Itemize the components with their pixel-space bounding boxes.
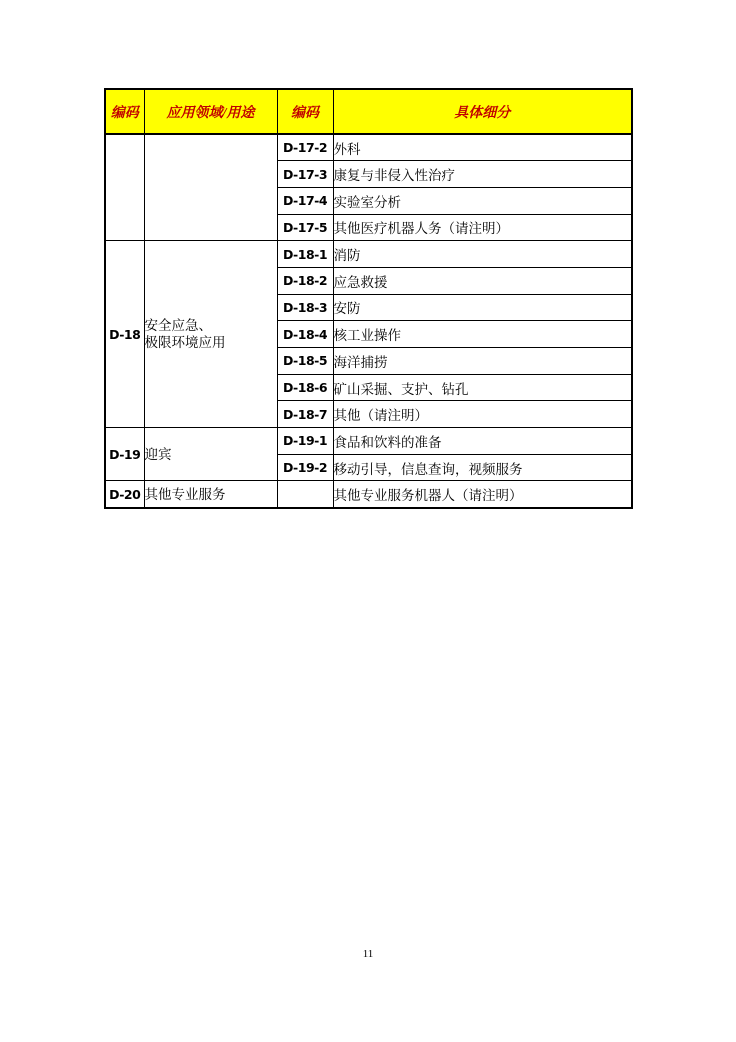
detail-cell: 移动引导，信息查询，视频服务: [333, 454, 632, 481]
sub-code-cell: D-17-5: [277, 214, 333, 241]
table-row: [105, 134, 632, 161]
sub-code-cell: D-18-7: [277, 401, 333, 428]
table-body: [105, 134, 632, 508]
detail-cell: 外科: [333, 134, 632, 161]
detail-cell: 其他（请注明）: [333, 401, 632, 428]
table-row: [105, 428, 632, 455]
detail-cell: 海洋捕捞: [333, 348, 632, 375]
detail-cell: 消防: [333, 241, 632, 268]
sub-code-cell: D-18-3: [277, 294, 333, 321]
detail-cell: 其他医疗机器人务（请注明）: [333, 214, 632, 241]
sub-code-cell: D-18-1: [277, 241, 333, 268]
detail-cell: 安防: [333, 294, 632, 321]
group-category-cell: [144, 134, 277, 241]
detail-cell: 核工业操作: [333, 321, 632, 348]
group-code-cell: D-20: [105, 481, 144, 508]
sub-code-cell: D-17-4: [277, 187, 333, 214]
classification-table: [104, 88, 633, 509]
detail-cell: 其他专业服务机器人（请注明）: [333, 481, 632, 508]
sub-code-cell: D-17-3: [277, 161, 333, 188]
group-category-cell: 其他专业服务: [144, 481, 277, 508]
group-code-cell: [105, 134, 144, 241]
page-number: 11: [362, 948, 374, 960]
sub-code-cell: D-18-5: [277, 348, 333, 375]
sub-code-cell: D-17-2: [277, 134, 333, 161]
detail-cell: 食品和饮料的准备: [333, 428, 632, 455]
header-code-column: 编码: [105, 89, 144, 134]
group-code-cell: D-18: [105, 241, 144, 428]
detail-cell: 矿山采掘、支护、钻孔: [333, 374, 632, 401]
header-subcode-column: 编码: [277, 89, 333, 134]
group-code-cell: D-19: [105, 428, 144, 481]
sub-code-cell: D-18-4: [277, 321, 333, 348]
group-category-cell: 安全应急、 极限环境应用: [144, 241, 277, 428]
sub-code-cell: D-19-1: [277, 428, 333, 455]
detail-cell: 应急救援: [333, 267, 632, 294]
group-category-cell: 迎宾: [144, 428, 277, 481]
detail-cell: 实验室分析: [333, 187, 632, 214]
header-application-field-column: 应用领域/用途: [144, 89, 277, 134]
sub-code-cell: D-19-2: [277, 454, 333, 481]
table-row: [105, 481, 632, 508]
table-header-row: [105, 89, 632, 134]
sub-code-cell: [277, 481, 333, 508]
table-row: [105, 241, 632, 268]
sub-code-cell: D-18-2: [277, 267, 333, 294]
header-detail-column: 具体细分: [333, 89, 632, 134]
sub-code-cell: D-18-6: [277, 374, 333, 401]
detail-cell: 康复与非侵入性治疗: [333, 161, 632, 188]
